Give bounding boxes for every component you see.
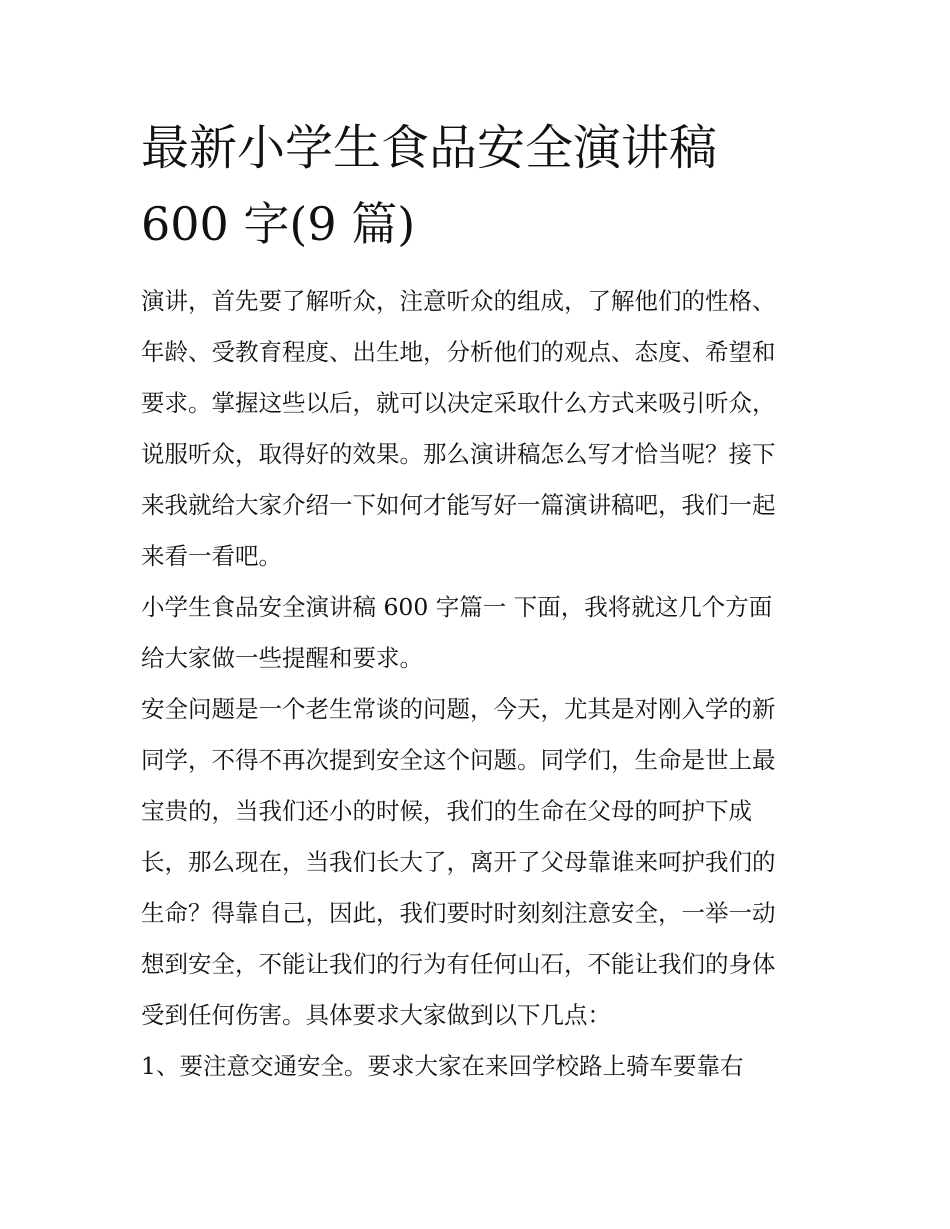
text-line: 同学，不得不再次提到安全这个问题。同学们，生命是世上最	[141, 746, 776, 774]
text-line: 安全问题是一个老生常谈的问题，今天，尤其是对刚入学的新	[141, 695, 776, 723]
text-line: 生命？得靠自己，因此，我们要时时刻刻注意安全，一举一动	[141, 899, 776, 927]
text-line: 长，那么现在，当我们长大了，离开了父母靠谁来呵护我们的	[141, 848, 776, 876]
title-line-2: 600 字(9 篇)	[141, 197, 416, 251]
text-line: 受到任何伤害。具体要求大家做到以下几点：	[141, 1001, 611, 1029]
title-line-1: 最新小学生食品安全演讲稿	[141, 120, 718, 176]
text-line: 演讲，首先要了解听众，注意听众的组成，了解他们的性格、	[141, 287, 776, 315]
text-line: 想到安全，不能让我们的行为有任何山石，不能让我们的身体	[141, 950, 776, 978]
document-body	[141, 276, 821, 1092]
paragraph-safety	[141, 684, 821, 1041]
text-line: 来看一看吧。	[141, 542, 282, 570]
document-title	[141, 112, 841, 264]
text-line: 来我就给大家介绍一下如何才能写好一篇演讲稿吧，我们一起	[141, 491, 776, 519]
paragraph-point-1	[141, 1041, 821, 1092]
paragraph-section-heading	[141, 582, 821, 684]
text-line: 1、要注意交通安全。要求大家在来回学校路上骑车要靠右	[141, 1052, 744, 1080]
paragraph-intro	[141, 276, 821, 582]
text-line: 小学生食品安全演讲稿 600 字篇一 下面，我将就这几个方面	[141, 593, 773, 621]
text-line: 年龄、受教育程度、出生地，分析他们的观点、态度、希望和	[141, 338, 776, 366]
text-line: 给大家做一些提醒和要求。	[141, 644, 423, 672]
text-line: 宝贵的，当我们还小的时候，我们的生命在父母的呵护下成	[141, 797, 752, 825]
text-line: 说服听众，取得好的效果。那么演讲稿怎么写才恰当呢？接下	[141, 440, 776, 468]
text-line: 要求。掌握这些以后，就可以决定采取什么方式来吸引听众，	[141, 389, 776, 417]
